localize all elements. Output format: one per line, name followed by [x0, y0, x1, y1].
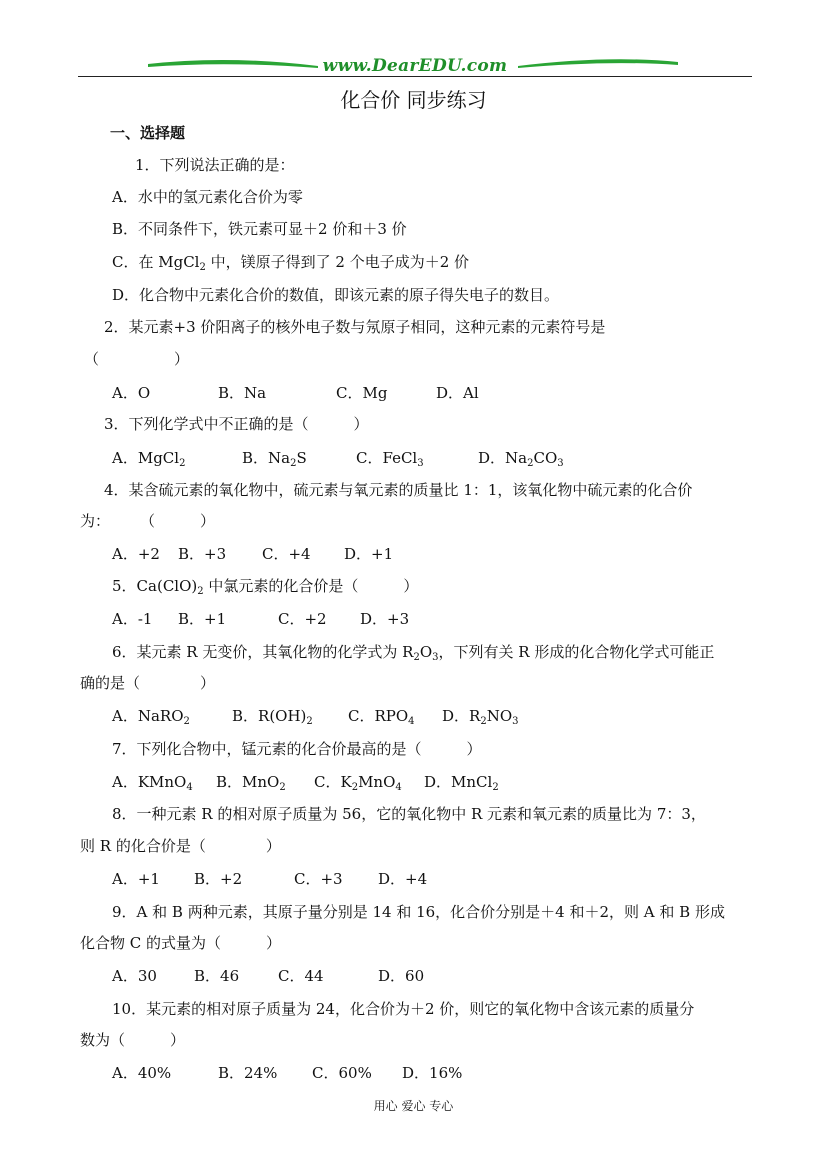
q6-option-b: B．$R(OH)_2$ — [232, 707, 313, 727]
page-title: 化合价 同步练习 — [340, 88, 487, 112]
q9-option-b: B．46 — [194, 967, 240, 985]
q1-option-b: B．不同条件下，铁元素可显＋2 价和＋3 价 — [112, 220, 407, 238]
q8-option-a: A．+1 — [112, 870, 160, 888]
q9-option-d: D．60 — [378, 967, 425, 985]
q5-option-d: D．+3 — [360, 610, 410, 628]
site-url: www.DearEDU.com — [322, 56, 508, 76]
question-7-stem: 7．下列化合物中，锰元素的化合价最高的是（ ） — [112, 740, 482, 758]
q2-blank: （ ） — [84, 350, 190, 368]
q3-option-d: D．$Na_2CO_3$ — [478, 449, 564, 469]
q2-option-c: C．Mg — [336, 384, 388, 402]
question-1-stem: 1．下列说法正确的是： — [135, 156, 295, 174]
page-footer: 用心 爱心 专心 — [373, 1099, 454, 1113]
q6-option-c: C．$RPO_4$ — [348, 707, 415, 727]
q4-option-a: A．+2 — [112, 545, 160, 563]
q1-option-a: A．水中的氢元素化合价为零 — [112, 188, 303, 206]
q1-option-d: D．化合物中元素化合价的数值，即该元素的原子得失电子的数目。 — [112, 286, 560, 304]
question-8-stem: 8．一种元素 R 的相对原子质量为 56，它的氧化物中 R 元素和氧元素的质量比为 7：3， — [112, 805, 706, 823]
q7-option-a: A．KMnO$_4$ — [112, 773, 193, 793]
question-10-stem: 10．某元素的相对原子质量为 24，化合价为＋2 价，则它的氧化物中含该元素的质量分 — [112, 1000, 695, 1018]
question-5-stem: 5．$Ca(ClO)_2$ 中氯元素的化合价是（ ） — [112, 577, 419, 597]
question-9-stem: 9．A 和 B 两种元素，其原子量分别是 14 和 16，化合价分别是＋4 和＋2，则 A 和 B 形成 — [112, 903, 725, 921]
q3-option-a: A．MgCl$_2$ — [112, 449, 186, 469]
q10-option-b: B．24% — [218, 1064, 278, 1082]
q9-option-a: A．30 — [112, 967, 157, 985]
question-10-cont: 数为（ ） — [80, 1031, 186, 1049]
q5-option-c: C．+2 — [278, 610, 327, 628]
q6-option-d: D．$R_2NO_3$ — [442, 707, 519, 727]
question-6-stem: 6．某元素 R 无变价，其氧化物的化学式为 $R_2O_3$，下列有关 R 形成的化合物化学式可能正 — [112, 643, 715, 663]
q5-option-b: B．+1 — [178, 610, 227, 628]
question-8-cont: 则 R 的化合价是（ ） — [80, 837, 281, 855]
q4-option-b: B．+3 — [178, 545, 227, 563]
q7-option-c: C．$K_2MnO_4$ — [314, 773, 402, 793]
q3-option-c: C．FeCl$_3$ — [356, 449, 424, 469]
q7-option-b: B．MnO$_2$ — [216, 773, 286, 793]
section-heading: 一、选择题 — [110, 124, 186, 142]
question-3-stem: 3．下列化学式中不正确的是（ ） — [104, 415, 369, 433]
q2-option-a: A．O — [112, 384, 151, 402]
q8-option-c: C．+3 — [294, 870, 343, 888]
q7-option-d: D．MnCl$_2$ — [424, 773, 499, 793]
q10-option-d: D．16% — [402, 1064, 463, 1082]
header-rule — [78, 76, 752, 77]
q2-option-b: B．Na — [218, 384, 267, 402]
question-9-cont: 化合物 C 的式量为（ ） — [80, 934, 282, 952]
q6-option-a: A．NaRO$_2$ — [112, 707, 190, 727]
question-4-stem: 4．某含硫元素的氧化物中，硫元素与氧元素的质量比 1：1，该氧化物中硫元素的化合价 — [104, 481, 693, 499]
q2-option-d: D．Al — [436, 384, 479, 402]
q8-option-d: D．+4 — [378, 870, 428, 888]
q10-option-a: A．40% — [112, 1064, 172, 1082]
question-6-cont: 确的是（ ） — [80, 674, 216, 692]
q3-option-b: B．$Na_2S$ — [242, 449, 307, 469]
q1-option-c: C．在 MgCl$_2$ 中，镁原子得到了 2 个电子成为＋2 价 — [112, 253, 470, 273]
q4-option-c: C．+4 — [262, 545, 311, 563]
q10-option-c: C．60% — [312, 1064, 372, 1082]
q4-option-d: D．+1 — [344, 545, 394, 563]
q5-option-a: A．-1 — [112, 610, 153, 628]
q9-option-c: C．44 — [278, 967, 324, 985]
q8-option-b: B．+2 — [194, 870, 243, 888]
question-4-cont: 为： （ ） — [80, 512, 216, 530]
question-2-stem: 2．某元素+3 价阳离子的核外电子数与氖原子相同，这种元素的元素符号是 — [104, 318, 606, 336]
header-banner — [78, 52, 752, 78]
